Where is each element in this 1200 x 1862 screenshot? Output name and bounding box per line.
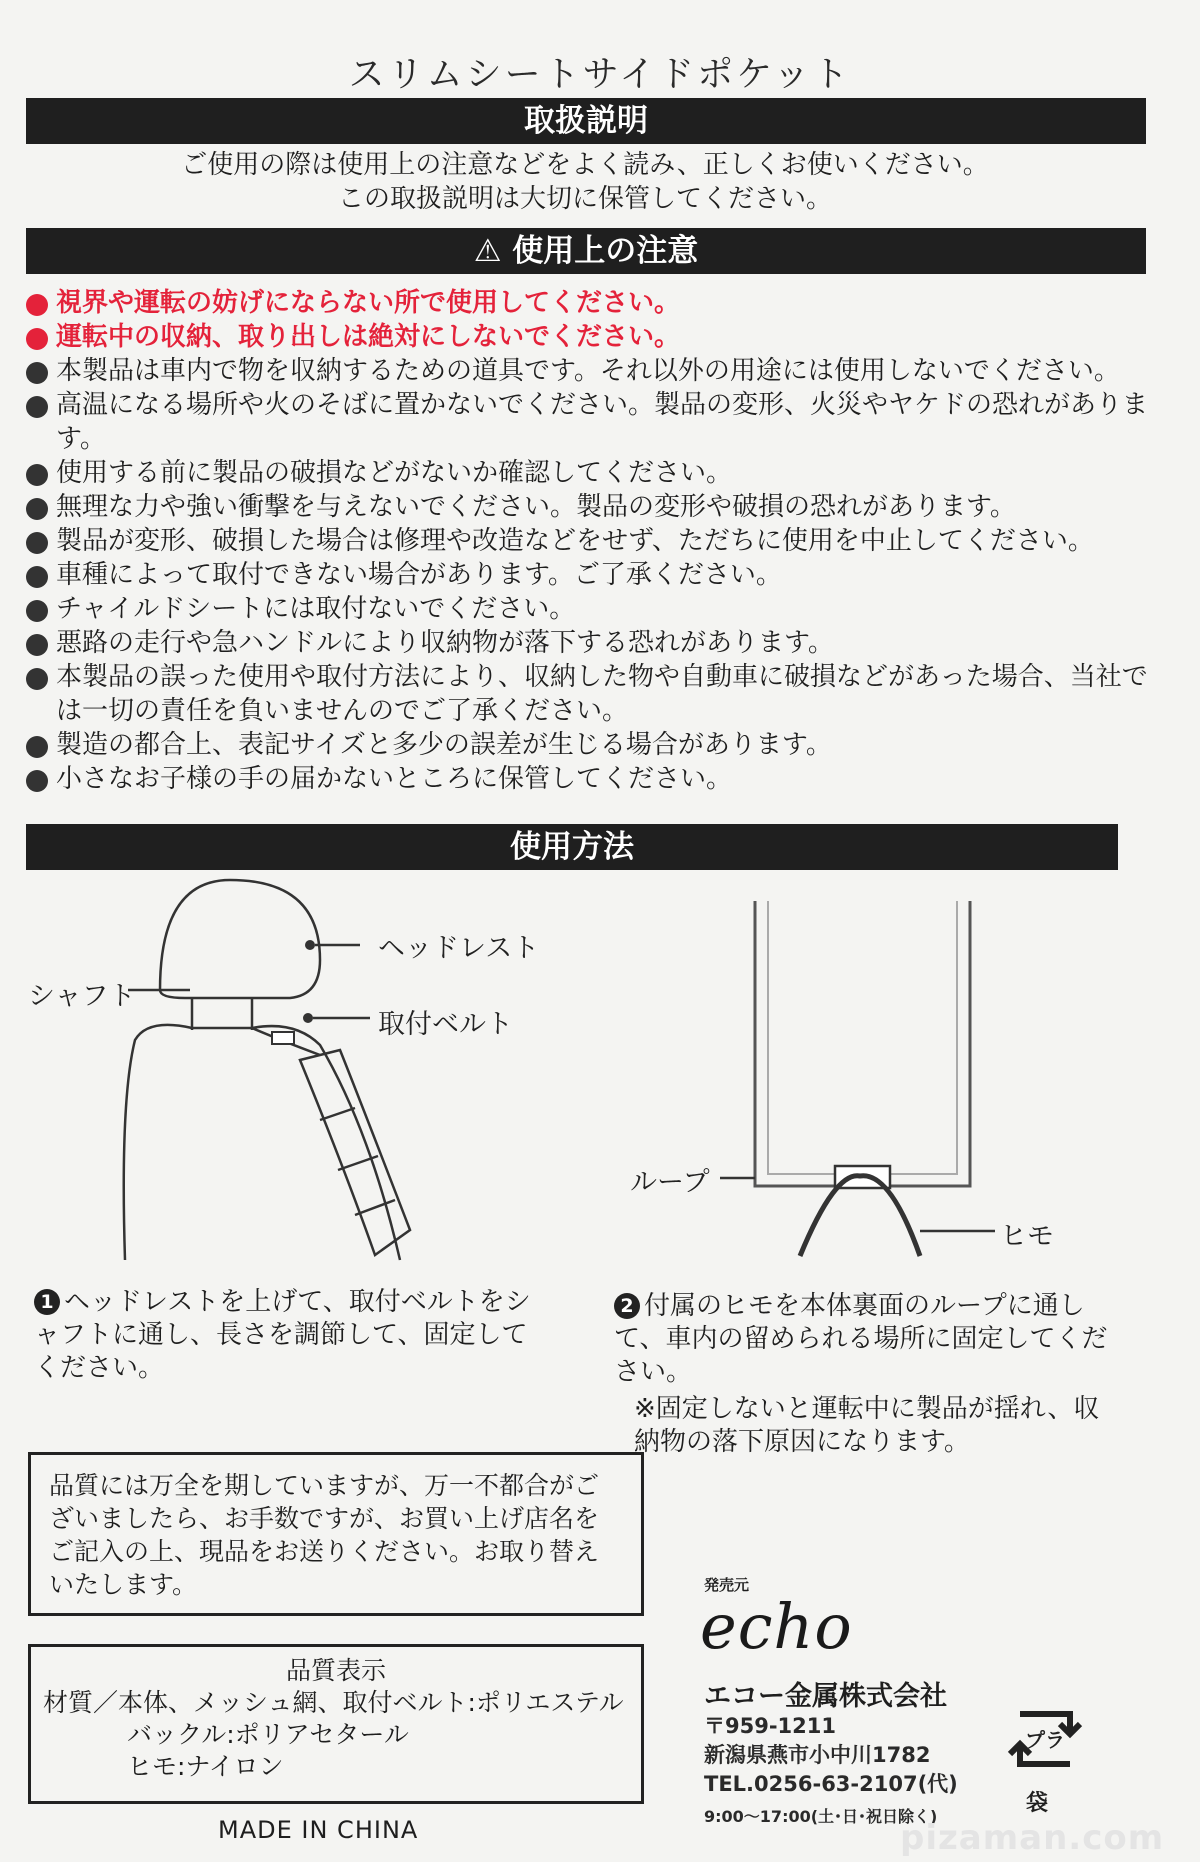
step-2-text: 付属のヒモを本体裏面のループに通して、車内の留められる場所に固定してください。 (614, 1291, 1108, 1387)
step-1 (34, 1286, 534, 1385)
bullet-icon (26, 634, 48, 656)
caution-item: 無理な力や強い衝撃を与えないでください。製品の変形や破損の恐れがあります。 (26, 490, 1156, 524)
quality-spec-heading: 品質表示 (285, 1656, 386, 1685)
bullet-icon (26, 668, 48, 690)
headrest-outline (160, 880, 320, 998)
caution-item: 製品が変形、破損した場合は修理や改造などをせず、ただちに使用を中止してください。 (26, 524, 1156, 558)
bullet-icon (26, 362, 48, 384)
business-hours: 9:00〜17:00(土･日･祝日除く) (704, 1807, 938, 1826)
label-loop: ループ (630, 1167, 710, 1198)
pocket-divider-1 (320, 1108, 355, 1120)
label-string: ヒモ (1000, 1221, 1054, 1252)
step-number-icon: 2 (614, 1293, 640, 1319)
caution-heading: ⚠ 使用上の注意 (26, 228, 1146, 274)
step-2 (614, 1290, 1114, 1459)
quality-spec-box (28, 1644, 644, 1804)
quality-spec-line-1: 材質／本体、メッシュ網、取付ベルト:ポリエステル (43, 1688, 624, 1717)
usage-heading: 使用方法 (26, 824, 1118, 870)
phone: TEL.0256-63-2107(代) (704, 1772, 958, 1796)
caution-item: 小さなお子様の手の届かないところに保管してください。 (26, 762, 1156, 796)
bullet-icon (26, 328, 48, 350)
recycle-label: 袋 (1026, 1791, 1049, 1816)
intro-line-2: この取扱説明は大切に保管してください。 (337, 184, 832, 214)
quality-spec-line-2: バックル:ポリアセタール (127, 1720, 409, 1749)
step-2-note: ※固定しないと運転中に製品が揺れ、収納物の落下原因になります。 (634, 1394, 1100, 1457)
address: 新潟県燕市小中川1782 (704, 1743, 931, 1767)
bullet-icon (26, 566, 48, 588)
loop-illustration (620, 896, 1020, 1266)
pocket-back-outline (755, 901, 970, 1186)
quality-notice: 品質には万全を期していますが、万一不都合がございましたら、お手数ですが、お買い上げ店名をご記入の上、現品をお送りください。お取り替えいたします。 (28, 1452, 644, 1616)
watermark: pizaman.com (900, 1818, 1165, 1858)
quality-spec-line-3: ヒモ:ナイロン (127, 1752, 284, 1781)
bullet-icon (26, 770, 48, 792)
caution-item: 悪路の走行や急ハンドルにより収納物が落下する恐れがあります。 (26, 626, 1156, 660)
pocket-outline (300, 1050, 410, 1255)
caution-item: 本製品は車内で物を収納するための道具です。それ以外の用途には使用しないでください。 (26, 354, 1156, 388)
caution-item: 視界や運転の妨げにならない所で使用してください。 (26, 286, 1156, 320)
bullet-icon (26, 736, 48, 758)
manual-intro (0, 148, 1170, 216)
zip-code: 〒959-1211 (704, 1714, 836, 1738)
bullet-icon (26, 532, 48, 554)
bullet-icon (26, 294, 48, 316)
company-name: エコー金属株式会社 (704, 1681, 947, 1712)
step-1-text: ヘッドレストを上げて、取付ベルトをシャフトに通し、長さを調節して、固定してください。 (34, 1287, 531, 1383)
buckle (272, 1032, 294, 1044)
seat-outline (124, 1025, 400, 1260)
caution-item: 高温になる場所や火のそばに置かないでください。製品の変形、火災やヤケドの恐れがあります。 (26, 388, 1156, 456)
intro-line-1: ご使用の際は使用上の注意などをよく読み、正しくお使いください。 (181, 150, 989, 180)
label-shaft: シャフト (28, 981, 136, 1012)
label-belt: 取付ベルト (378, 1009, 513, 1040)
maker-label: 発売元 (704, 1576, 750, 1594)
manual-heading: 取扱説明 (26, 98, 1146, 144)
caution-item: 本製品の誤った使用や取付方法により、収納した物や自動車に破損などがあった場合、当社では一切の責任を負いませんのでご了承ください。 (26, 660, 1156, 728)
bullet-icon (26, 600, 48, 622)
bullet-icon (26, 498, 48, 520)
step-number-icon: 1 (34, 1289, 60, 1315)
caution-item: チャイルドシートには取付ないでください。 (26, 592, 1156, 626)
maker-address-block (704, 1712, 958, 1799)
echo-logo: echo (700, 1590, 853, 1663)
caution-item: 運転中の収納、取り出しは絶対にしないでください。 (26, 320, 1156, 354)
origin-label: MADE IN CHINA (218, 1816, 419, 1844)
bullet-icon (26, 464, 48, 486)
caution-item: 製造の都合上、表記サイズと多少の誤差が生じる場合があります。 (26, 728, 1156, 762)
label-headrest: ヘッドレスト (378, 933, 540, 964)
bullet-icon (26, 396, 48, 418)
caution-item: 使用する前に製品の破損などがないか確認してください。 (26, 456, 1156, 490)
document-title: スリムシートサイドポケット (348, 54, 852, 95)
recycle-pla-icon (1000, 1694, 1090, 1784)
caution-list (26, 286, 1156, 796)
recycle-mark-text: プラ (1025, 1728, 1065, 1752)
caution-item: 車種によって取付できない場合があります。ご了承ください。 (26, 558, 1156, 592)
